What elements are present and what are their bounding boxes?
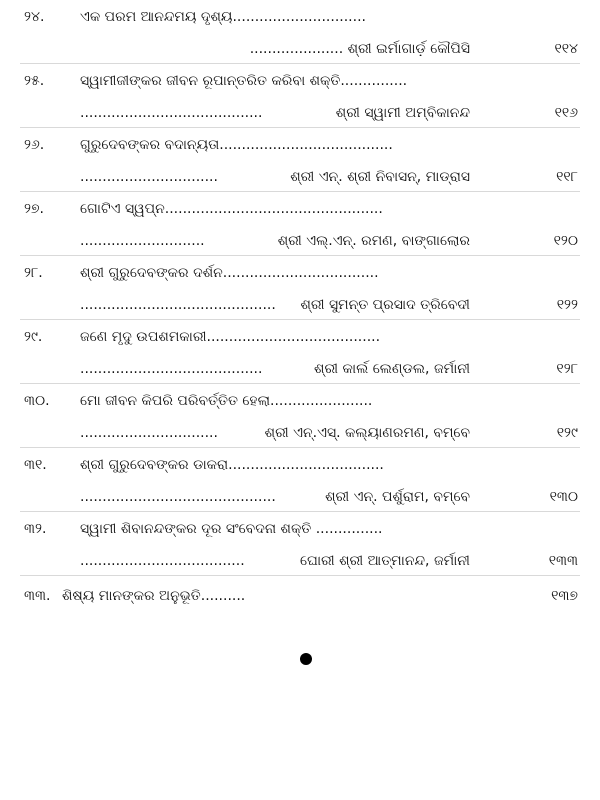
entry-author: ଶ୍ରୀ ଏନ୍.ଏସ୍. କଲ୍ୟାଣରମଣ, ବମ୍ବେ bbox=[264, 425, 470, 441]
leader-dots: ............................... bbox=[80, 425, 218, 441]
entry-title: ଗୋଟିଏ ସ୍ୱପ୍ନ................................................. bbox=[80, 201, 383, 217]
entry-title: ସ୍ୱାମୀଜୀଙ୍କର ଜୀବନ ରୂପାନ୍ତରିତ କରିବା ଶକ୍ତି............... bbox=[80, 73, 408, 89]
page-number: ୧୨୯ bbox=[556, 425, 578, 441]
entry-number: ୨୪. bbox=[24, 9, 45, 25]
page-number: ୧୩୦ bbox=[549, 489, 578, 505]
entry-author: ଶ୍ରୀ ଏନ୍. ଶ୍ରୀ ନିବାସନ୍, ମାଡ୍ରାସ bbox=[290, 169, 470, 185]
page-number: ୧୧୪ bbox=[554, 41, 578, 57]
entry-title: ଶିଷ୍ୟ ମାନଙ୍କର ଅନୁଭୂତି.......... bbox=[62, 588, 246, 604]
entry-title: ଗୁରୁଦେବଙ୍କର ବଦାନ୍ୟତା....................................... bbox=[80, 137, 393, 153]
toc-entry bbox=[0, 64, 600, 128]
toc-entry bbox=[0, 128, 600, 192]
page-number: ୧୨୦ bbox=[553, 233, 578, 249]
entry-number: ୨୬. bbox=[24, 137, 45, 153]
entry-title: ଶ୍ରୀ ଗୁରୁଦେବଙ୍କର ଦର୍ଶନ................................... bbox=[80, 265, 379, 281]
entry-number: ୨୫. bbox=[24, 73, 45, 89]
entry-author: ଶ୍ରୀ ଏନ୍. ପର୍ଶୁରାମ, ବମ୍ବେ bbox=[325, 489, 470, 505]
page-number: ୧୧୬ bbox=[554, 105, 578, 121]
leader-dots: ............................................ bbox=[80, 489, 276, 505]
entry-number: ୩୩. bbox=[24, 588, 51, 604]
leader-dots: ......................................... bbox=[80, 105, 263, 121]
toc-entry bbox=[0, 448, 600, 512]
leader-dots: ............................................ bbox=[80, 297, 276, 313]
entry-number: ୨୭. bbox=[24, 201, 44, 217]
toc-entry bbox=[0, 512, 600, 576]
leader-dots: ......................................... bbox=[80, 361, 263, 377]
entry-title: ଶ୍ରୀ ଗୁରୁଦେବଙ୍କର ଡାକରା................................... bbox=[80, 457, 384, 473]
entry-title: ମୋ ଜୀବନ କିପରି ପରିବର୍ତ୍ତିତ ହେଲା....................... bbox=[80, 393, 373, 409]
entry-author: ଶ୍ରୀ ସ୍ୱାମୀ ଅମ୍ବିକାନନ୍ଦ bbox=[335, 105, 470, 121]
end-bullet-ornament bbox=[300, 653, 312, 665]
toc-entry-last bbox=[0, 576, 600, 640]
toc-entry bbox=[0, 256, 600, 320]
leader-dots: ............................ bbox=[80, 233, 205, 249]
toc-entry bbox=[0, 0, 600, 64]
toc-entry bbox=[0, 192, 600, 256]
entry-number: ୩୨. bbox=[24, 521, 47, 537]
page-number: ୧୩୭ bbox=[551, 588, 578, 604]
entry-author: ଶ୍ରୀ କାର୍ଲ ଲେଣ୍ଡଲ, ଜର୍ମାନୀ bbox=[314, 361, 470, 377]
toc-entry bbox=[0, 320, 600, 384]
entry-number: ୩୦. bbox=[24, 393, 50, 409]
leader-dots: ............................... bbox=[80, 169, 218, 185]
entry-author: ଘୋରୀ ଶ୍ରୀ ଆତ୍ମାନନ୍ଦ, ଜର୍ମାନୀ bbox=[299, 553, 470, 569]
entry-number: ୩୧. bbox=[24, 457, 47, 473]
page-number: ୧୨୮ bbox=[556, 361, 578, 377]
page-number: ୧୧୮ bbox=[556, 169, 578, 185]
entry-title: ସ୍ୱାମୀ ଶିବାନନ୍ଦଙ୍କର ଦୂର ସଂବେଦନା ଶକ୍ତି ............... bbox=[80, 521, 383, 537]
toc-entry bbox=[0, 384, 600, 448]
page-number: ୧୩୩ bbox=[548, 553, 578, 569]
entry-author: ଶ୍ରୀ ସୁମନ୍ତ ପ୍ରସାଦ ତ୍ରିବେଦୀ bbox=[300, 297, 470, 313]
entry-number: ୨୯. bbox=[24, 329, 43, 345]
entry-number: ୨୮. bbox=[24, 265, 43, 281]
leader-dots: ..................................... bbox=[80, 553, 245, 569]
entry-title: ଏକ ପରମ ଆନନ୍ଦମୟ ଦୃଶ୍ୟ.............................. bbox=[80, 9, 366, 25]
page-number: ୧୨୨ bbox=[556, 297, 578, 313]
entry-title: ଜଣେ ମୃଦୁ ଉପଶମକାରୀ....................................... bbox=[80, 329, 381, 345]
entry-author: ..................... ଶ୍ରୀ ଇର୍ମାଗାର୍ଡ଼ କୌପିସି bbox=[249, 41, 470, 57]
entry-author: ଶ୍ରୀ ଏଲ୍.ଏନ୍. ରମଣ, ବାଙ୍ଗାଲୋର bbox=[277, 233, 470, 249]
